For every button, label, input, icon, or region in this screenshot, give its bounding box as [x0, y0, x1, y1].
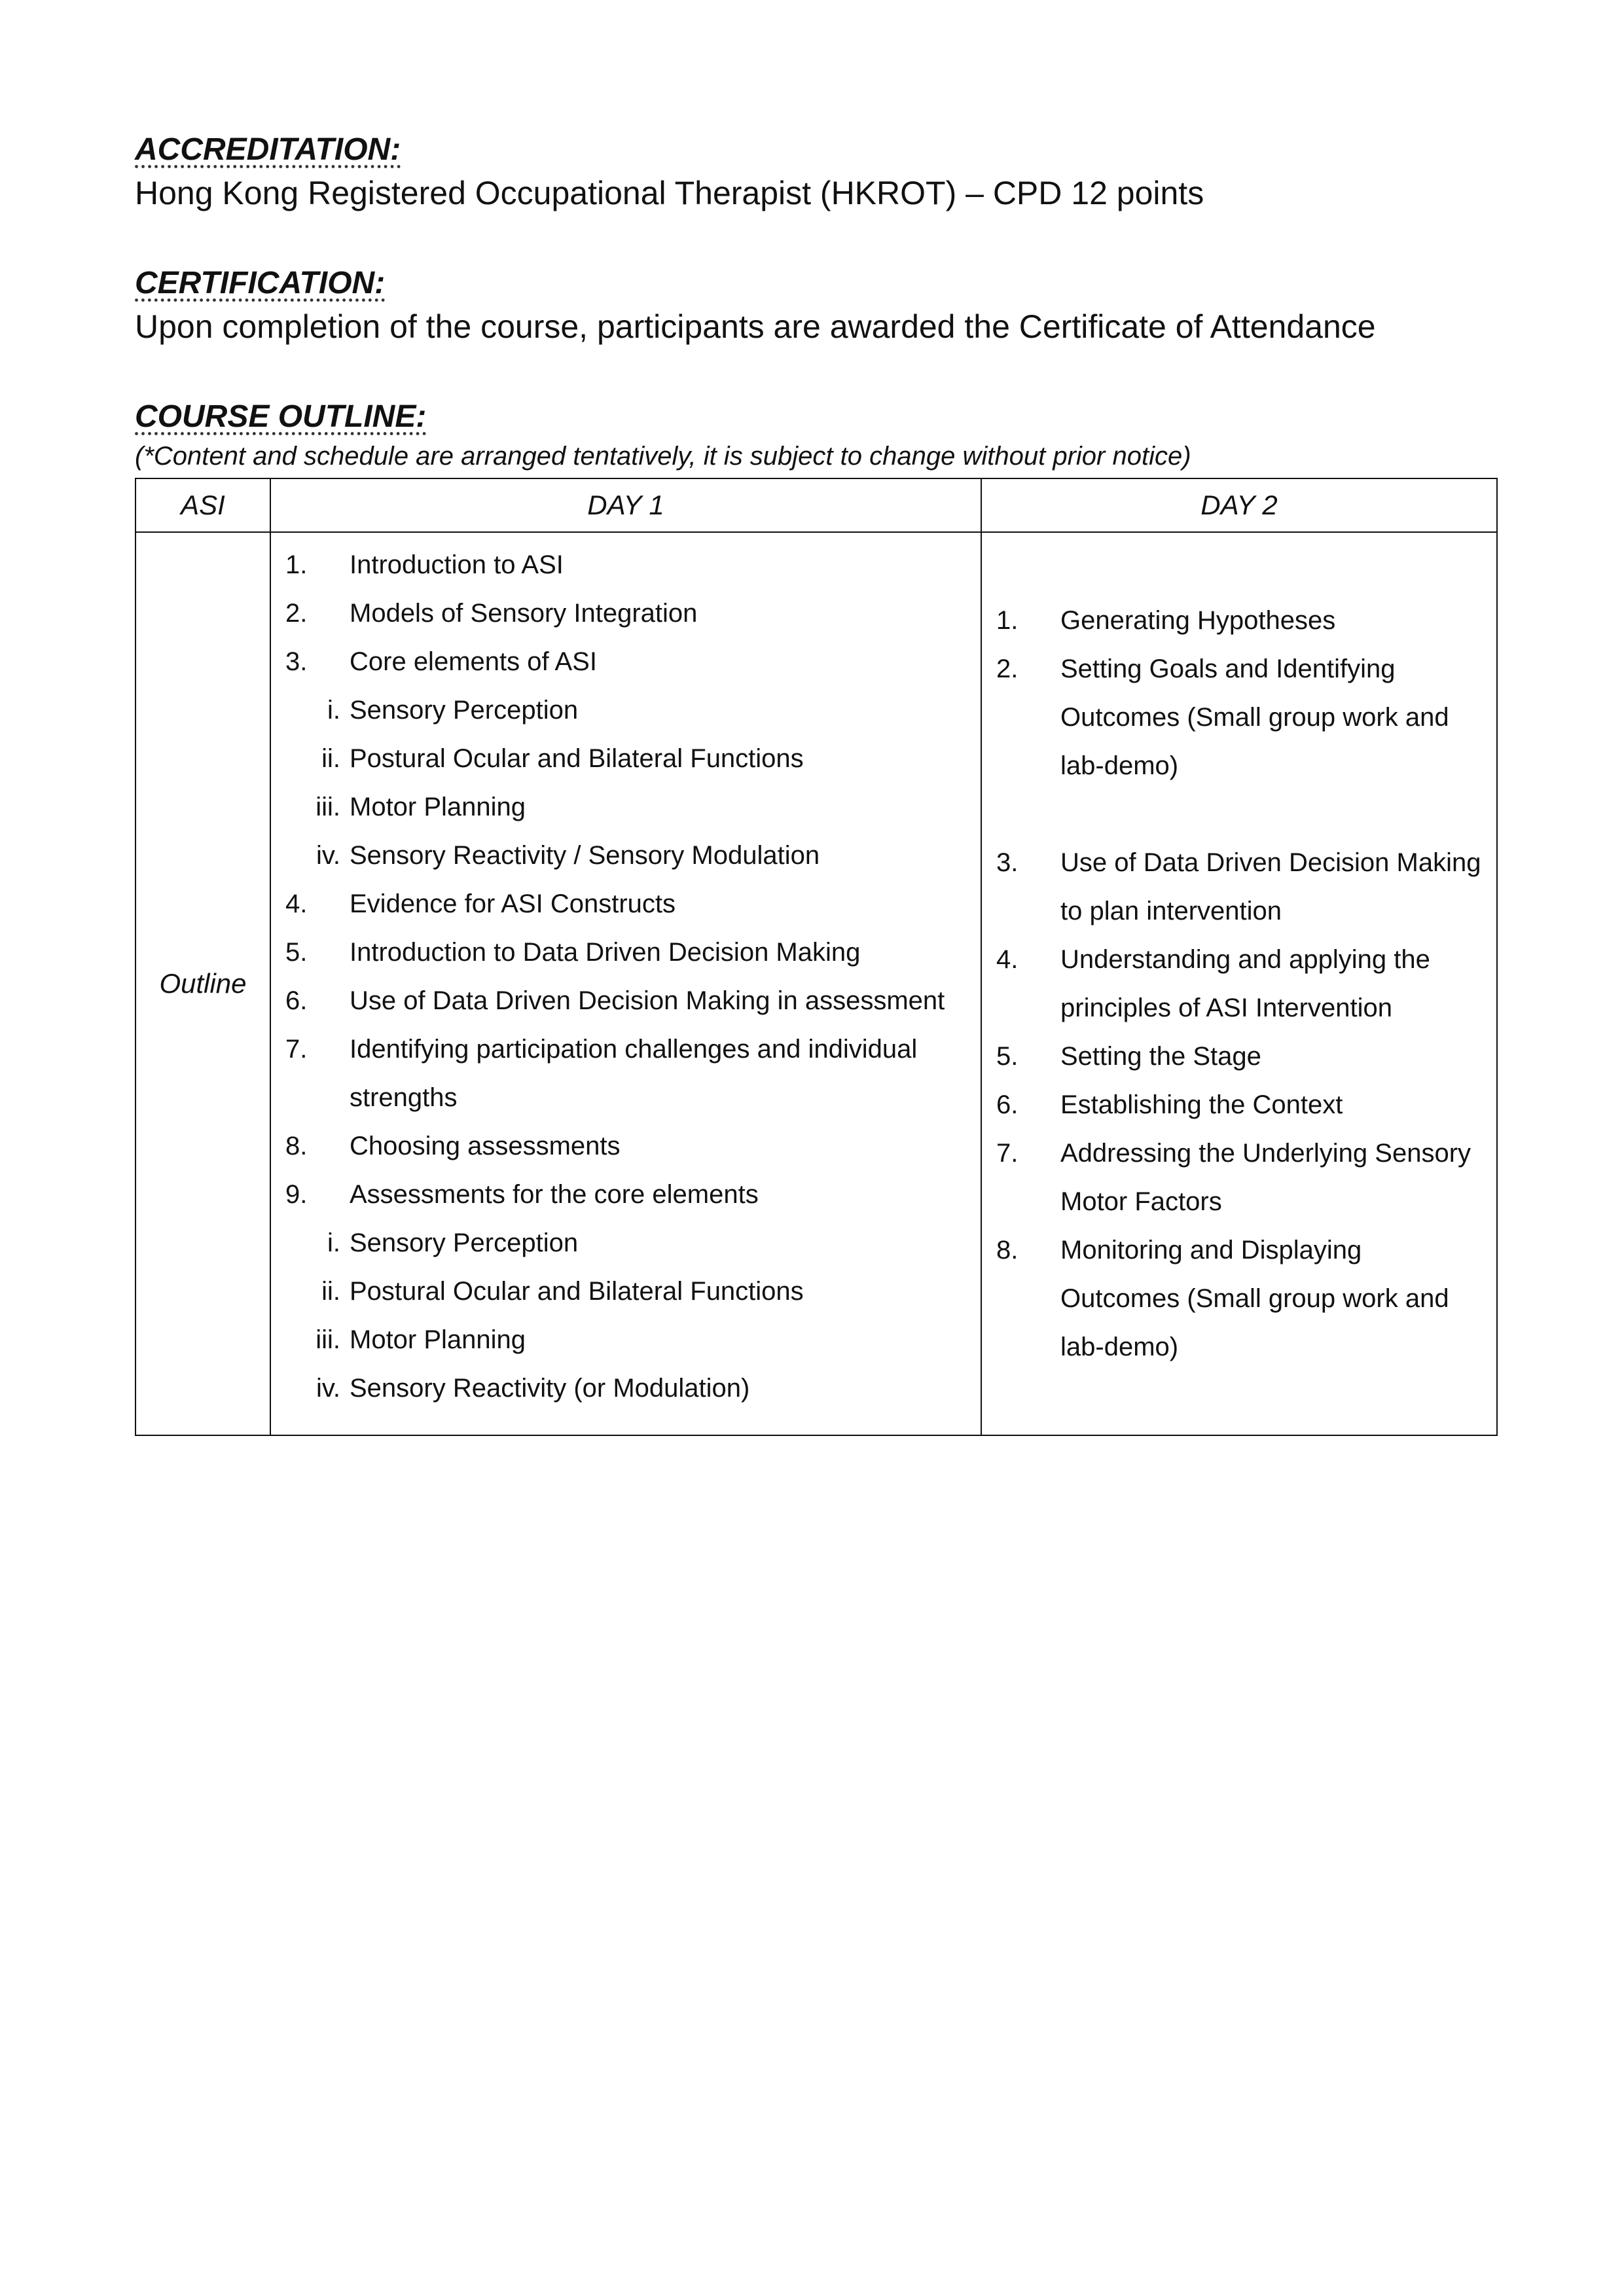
list-item-number: 1. [285, 550, 308, 579]
list-item-text: Evidence for ASI Constructs [350, 889, 676, 918]
list-item-number: 7. [996, 1138, 1019, 1168]
list-subitem [284, 1219, 961, 1267]
list-item [284, 1025, 961, 1122]
list-item-text: Assessments for the core elements [350, 1179, 759, 1209]
header-asi: ASI [135, 478, 270, 532]
list-item-text: Choosing assessments [350, 1131, 621, 1160]
list-item-number: iii. [316, 1325, 340, 1354]
list-item-number: iv. [316, 1373, 340, 1403]
document-page [135, 131, 1496, 1436]
accreditation-text: Hong Kong Registered Occupational Therapist (HKROT) – CPD 12 points [135, 174, 1204, 211]
list-item-text: Core elements of ASI [350, 647, 597, 676]
list-item-text: Monitoring and Displaying Outcomes (Small group work and lab-demo) [1060, 1235, 1449, 1361]
list-item [995, 1129, 1483, 1226]
list-item-number: i. [327, 695, 340, 725]
list-item [284, 1122, 961, 1170]
list-item-number: ii. [321, 1276, 340, 1306]
list-item [995, 645, 1483, 790]
accreditation-section [135, 131, 1496, 213]
list-item-number: 8. [996, 1235, 1019, 1265]
list-item [995, 935, 1483, 1032]
list-item [284, 880, 961, 928]
row-label-outline: Outline [135, 532, 270, 1435]
day-1-list [284, 541, 961, 1412]
list-item-number: iii. [316, 792, 340, 821]
list-item-text: Introduction to ASI [350, 550, 564, 579]
list-item-number: iv. [316, 840, 340, 870]
list-subitem [284, 831, 961, 880]
header-day-1: DAY 1 [270, 478, 981, 532]
list-item [284, 977, 961, 1025]
table-row [135, 532, 1497, 1435]
list-subitem [284, 686, 961, 734]
day-2-cell [981, 532, 1497, 1435]
schedule-note: (*Content and schedule are arranged tentatively, it is subject to change without prior notice) [135, 441, 1191, 471]
list-item-number: 5. [285, 937, 308, 967]
certification-section [135, 264, 1496, 347]
certification-text: Upon completion of the course, participants are awarded the Certificate of Attendance [135, 308, 1376, 345]
list-item [284, 1170, 961, 1219]
list-item-text: Addressing the Underlying Sensory Motor Factors [1060, 1138, 1471, 1216]
list-item-text: Sensory Perception [350, 695, 579, 725]
list-item-text: Introduction to Data Driven Decision Making [350, 937, 861, 967]
course-outline-heading: COURSE OUTLINE: [135, 399, 427, 435]
list-item-text: Sensory Reactivity (or Modulation) [350, 1373, 750, 1403]
list-spacer [995, 790, 1483, 838]
list-item-text: Establishing the Context [1060, 1090, 1343, 1119]
list-subitem [284, 1364, 961, 1412]
list-item-number: 4. [285, 889, 308, 918]
list-item-number: 5. [996, 1041, 1019, 1071]
list-item [995, 1226, 1483, 1371]
list-item [995, 596, 1483, 645]
course-outline-section [135, 398, 1496, 1436]
certification-heading: CERTIFICATION: [135, 266, 386, 301]
list-item [995, 838, 1483, 935]
list-item-number: 9. [285, 1179, 308, 1209]
list-item-text: Models of Sensory Integration [350, 598, 698, 628]
list-item-text: Setting Goals and Identifying Outcomes (Small group work and lab-demo) [1060, 654, 1449, 780]
day-2-list [995, 596, 1483, 1371]
list-item-text: Sensory Perception [350, 1228, 579, 1257]
list-item [284, 928, 961, 977]
list-item [284, 637, 961, 686]
list-item-number: 2. [996, 654, 1019, 683]
list-item-number: 4. [996, 944, 1019, 974]
list-item-text: Sensory Reactivity / Sensory Modulation [350, 840, 820, 870]
list-item [995, 1081, 1483, 1129]
list-item-number: 3. [285, 647, 308, 676]
course-outline-table [135, 478, 1498, 1436]
list-subitem [284, 1316, 961, 1364]
day-1-cell [270, 532, 981, 1435]
list-item-number: 6. [285, 986, 308, 1015]
list-item-text: Understanding and applying the principles of ASI Intervention [1060, 944, 1430, 1022]
list-item [995, 1032, 1483, 1081]
list-item [284, 541, 961, 589]
list-item-text: Postural Ocular and Bilateral Functions [350, 744, 804, 773]
list-item-text: Setting the Stage [1060, 1041, 1261, 1071]
list-item-text: Use of Data Driven Decision Making in assessment [350, 986, 945, 1015]
list-item-text: Motor Planning [350, 792, 526, 821]
header-day-2: DAY 2 [981, 478, 1497, 532]
list-item-number: 1. [996, 605, 1019, 635]
list-subitem [284, 734, 961, 783]
list-item-number: 2. [285, 598, 308, 628]
list-item-text: Identifying participation challenges and individual strengths [350, 1034, 918, 1112]
list-item [284, 589, 961, 637]
list-item-text: Motor Planning [350, 1325, 526, 1354]
list-item-number: i. [327, 1228, 340, 1257]
list-subitem [284, 1267, 961, 1316]
accreditation-heading: ACCREDITATION: [135, 132, 401, 167]
list-subitem [284, 783, 961, 831]
list-item-text: Generating Hypotheses [1060, 605, 1336, 635]
list-item-text: Postural Ocular and Bilateral Functions [350, 1276, 804, 1306]
list-item-number: 6. [996, 1090, 1019, 1119]
list-item-number: ii. [321, 744, 340, 773]
table-header-row [135, 478, 1497, 532]
list-item-text: Use of Data Driven Decision Making to plan intervention [1060, 848, 1481, 925]
list-item-number: 8. [285, 1131, 308, 1160]
list-item-number: 3. [996, 848, 1019, 877]
list-item-number: 7. [285, 1034, 308, 1064]
